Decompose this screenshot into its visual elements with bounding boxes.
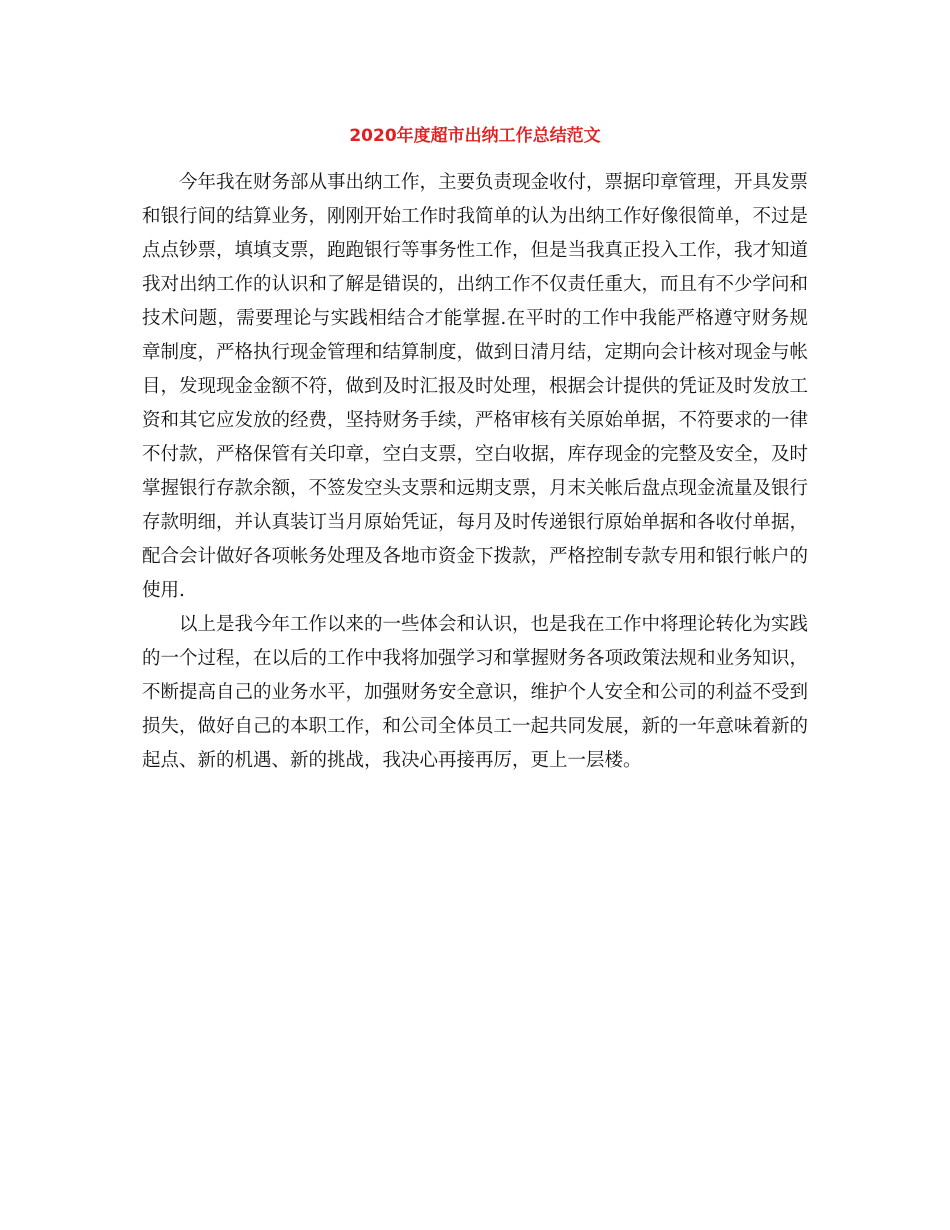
paragraph-1: 今年我在财务部从事出纳工作，主要负责现金收付，票据印章管理，开具发票和银行间的结算业务，刚刚开始工作时我简单的认为出纳工作好像很简单，不过是点点钞票，填填支票，跑跑银行等事务性工作，但是当我真正投入工作，我才知道我对出纳工作的认识和了解是错误的，出纳工作不仅责任重大，而且有不少学问和技术问题，需要理论与实践相结合才能掌握.在平时的工作中我能严格遵守财务规章制度，严格执行现金管理和结算制度，做到日清月结，定期向会计核对现金与帐目，发现现金金额不符，做到及时汇报及时处理，根据会计提供的凭证及时发放工资和其它应发放的经费，坚持财务手续，严格审核有关原始单据，不符要求的一律不付款，严格保管有关印章，空白支票，空白收据，库存现金的完整及安全，及时掌握银行存款余额，不签发空头支票和远期支票，月末关帐后盘点现金流量及银行存款明细，并认真装订当月原始凭证，每月及时传递银行原始单据和各收付单据，配合会计做好各项帐务处理及各地市资金下拨款，严格控制专款专用和银行帐户的使用. [142, 172, 809, 601]
document-title: 2020年度超市出纳工作总结范文 [349, 126, 601, 146]
paragraph-2: 以上是我今年工作以来的一些体会和认识，也是我在工作中将理论转化为实践的一个过程，在以后的工作中我将加强学习和掌握财务各项政策法规和业务知识，不断提高自己的业务水平，加强财务安全意识，维护个人安全和公司的利益不受到损失，做好自己的本职工作，和公司全体员工一起共同发展，新的一年意味着新的起点、新的机遇、新的挑战，我决心再接再厉，更上一层楼。 [142, 614, 809, 771]
document-body [142, 166, 808, 778]
